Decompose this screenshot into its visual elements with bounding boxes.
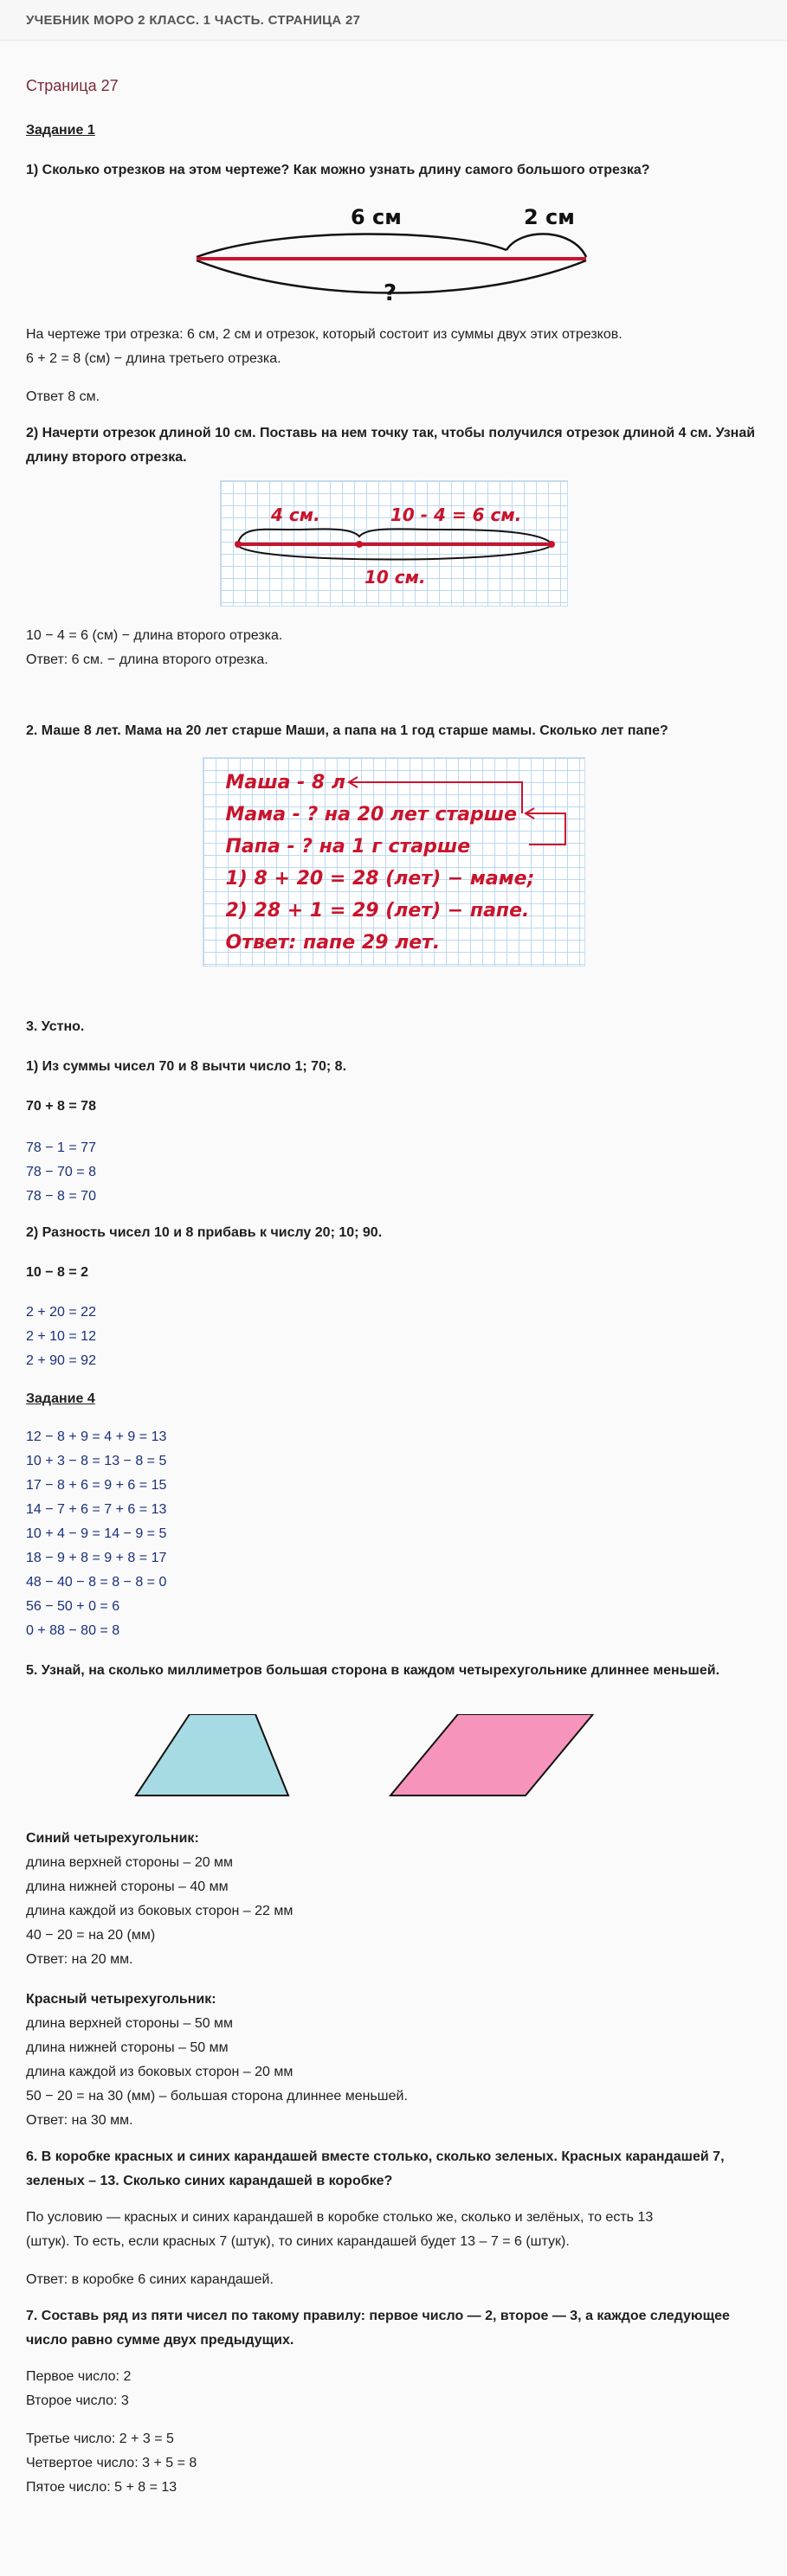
list-item: 78 − 8 = 70 [26,1189,96,1204]
task7-second: Второе число: 3 [26,2393,129,2408]
list-item: 17 − 8 + 6 = 9 + 6 = 15 [26,1478,167,1493]
label-6cm: 6 см [350,205,402,229]
blue-trapezoid [136,1714,288,1795]
task4-list [26,1425,761,1643]
segment-diagram-2 [220,480,568,607]
comparison-arrows [203,758,584,966]
list-item: Ответ: на 20 мм. [26,1952,133,1967]
list-item: 10 + 3 − 8 = 13 − 8 = 5 [26,1454,167,1468]
task3-eq1: 70 + 8 = 78 [26,1099,96,1114]
list-item: 12 − 8 + 9 = 4 + 9 = 13 [26,1429,167,1444]
segment-diagram-1 [177,190,610,311]
article-body [0,74,787,2500]
list-item: Ответ: на 30 мм. [26,2113,133,2128]
task1-title: Задание 1 [26,123,95,138]
task1-a2-line2: Ответ: 6 см. − длина второго отрезка. [26,652,268,667]
task3-list2 [26,1301,761,1373]
red-quad-lines [26,2012,761,2133]
list-item: длина верхней стороны – 50 мм [26,2016,234,2031]
hw-line-1: Маша - 8 л [225,772,345,793]
list-item: 10 + 4 − 9 = 14 − 9 = 5 [26,1526,167,1541]
hw-line-5: 2) 28 + 1 = 29 (лет) − папе. [225,900,530,922]
brace-total [238,545,552,560]
brace-6cm [197,234,506,257]
hw-line-3: Папа - ? на 1 г старше [225,836,471,858]
task2-q: 2. Маше 8 лет. Мама на 20 лет старше Маши, а папа на 1 год старше мамы. Сколько лет папе? [26,723,668,738]
list-item: 0 + 88 − 80 = 8 [26,1623,120,1638]
task1-a2-line1: 10 − 4 = 6 (см) − длина второго отрезка. [26,628,283,643]
label-unknown: ? [383,280,397,306]
blue-quad-title: Синий четырехугольник: [26,1831,199,1846]
blue-quad-lines [26,1851,761,1972]
list-item: длина нижней стороны – 40 мм [26,1879,229,1894]
task4-title: Задание 4 [26,1391,95,1406]
task3-q2: 2) Разность чисел 10 и 8 прибавь к числу 20; 10; 90. [26,1225,383,1240]
list-item: 56 − 50 + 0 = 6 [26,1599,120,1614]
list-item: длина каждой из боковых сторон – 20 мм [26,2065,294,2079]
page-reference: Страница 27 [26,77,119,94]
task6-answer: Ответ: в коробке 6 синих карандашей. [26,2272,274,2287]
label-2cm: 2 см [523,205,575,229]
task3-q1: 1) Из суммы чисел 70 и 8 вычти число 1; 70; 8. [26,1059,347,1074]
label-10cm: 10 см. [364,567,426,588]
task1-a1-answer: Ответ 8 см. [26,389,100,404]
task5-q: 5. Узнай, на сколько миллиметров большая сторона в каждом четырехугольнике длиннее меньшей. [26,1663,720,1678]
list-item: 48 − 40 − 8 = 8 − 8 = 0 [26,1575,167,1590]
list-item: 50 − 20 = на 30 (мм) – большая сторона длиннее меньшей. [26,2089,408,2104]
list-item: 2 + 20 = 22 [26,1305,96,1320]
list-item: длина верхней стороны – 20 мм [26,1855,234,1870]
list-item: 40 − 20 = на 20 (мм) [26,1928,156,1943]
task1-a1-line2: 6 + 2 = 8 (см) − длина третьего отрезка. [26,351,281,366]
list-item: длина нижней стороны – 50 мм [26,2040,229,2055]
quadrilaterals-figure [134,1714,654,1809]
list-item: 2 + 90 = 92 [26,1353,96,1368]
list-item: 18 − 9 + 8 = 9 + 8 = 17 [26,1551,167,1565]
task6-a-line2: (штук). То есть, если красных 7 (штук), то синих карандашей будет 13 – 7 = 6 (штук). [26,2234,570,2249]
list-item: 2 + 10 = 12 [26,1329,96,1344]
task7-third: Третье число: 2 + 3 = 5 [26,2431,174,2446]
task6-a-line1: По условию — красных и синих карандашей в коробке столько же, сколько и зелёных, то есть 13 [26,2210,654,2225]
hw-line-6: Ответ: папе 29 лет. [225,932,441,954]
point-end [548,541,555,548]
task3-eq2: 10 − 8 = 2 [26,1265,89,1280]
red-quad-title: Красный четырехугольник: [26,1992,216,2007]
task1-q1: 1) Сколько отрезков на этом чертеже? Как можно узнать длину самого большого отрезка? [26,163,650,177]
header-title: УЧЕБНИК МОРО 2 КЛАСС. 1 ЧАСТЬ. СТРАНИЦА 27 [26,12,361,28]
label-6cm: 10 - 4 = 6 см. [390,504,521,525]
task7-fifth: Пятое число: 5 + 8 = 13 [26,2480,177,2495]
brace-parts [238,529,552,543]
list-item: длина каждой из боковых сторон – 22 мм [26,1904,294,1918]
page-header [0,0,787,41]
label-4cm: 4 см. [270,504,320,525]
hw-line-4: 1) 8 + 20 = 28 (лет) − маме; [225,868,535,890]
pink-parallelogram [390,1714,593,1795]
task3-title: 3. Устно. [26,1019,85,1034]
task6-q: 6. В коробке красных и синих карандашей вместе столько, сколько зеленых. Красных карандашей 7, зеленых – 13. Сколько синих карандашей в коробке? [26,2149,725,2188]
brace-2cm [506,234,586,257]
task7-first: Первое число: 2 [26,2369,132,2384]
point-middle [356,541,363,548]
task7-q: 7. Составь ряд из пяти чисел по такому правилу: первое число — 2, второе — 3, а каждое следующее число равно сумме двух предыдущих. [26,2309,730,2348]
point-start [235,541,242,548]
task7-fourth: Четвертое число: 3 + 5 = 8 [26,2456,197,2470]
list-item: 78 − 1 = 77 [26,1140,96,1155]
task3-list1 [26,1136,761,1209]
list-item: 14 − 7 + 6 = 7 + 6 = 13 [26,1502,167,1517]
task1-q2: 2) Начерти отрезок длиной 10 см. Поставь на нем точку так, чтобы получился отрезок длиной 4 см. Узнай длину второго отрезка. [26,426,756,465]
handwritten-solution-board [203,757,585,967]
task1-a1-line1: На чертеже три отрезка: 6 см, 2 см и отрезок, который состоит из суммы двух этих отрезков. [26,327,623,342]
hw-line-2: Мама - ? на 20 лет старше [225,804,518,825]
list-item: 78 − 70 = 8 [26,1165,96,1179]
